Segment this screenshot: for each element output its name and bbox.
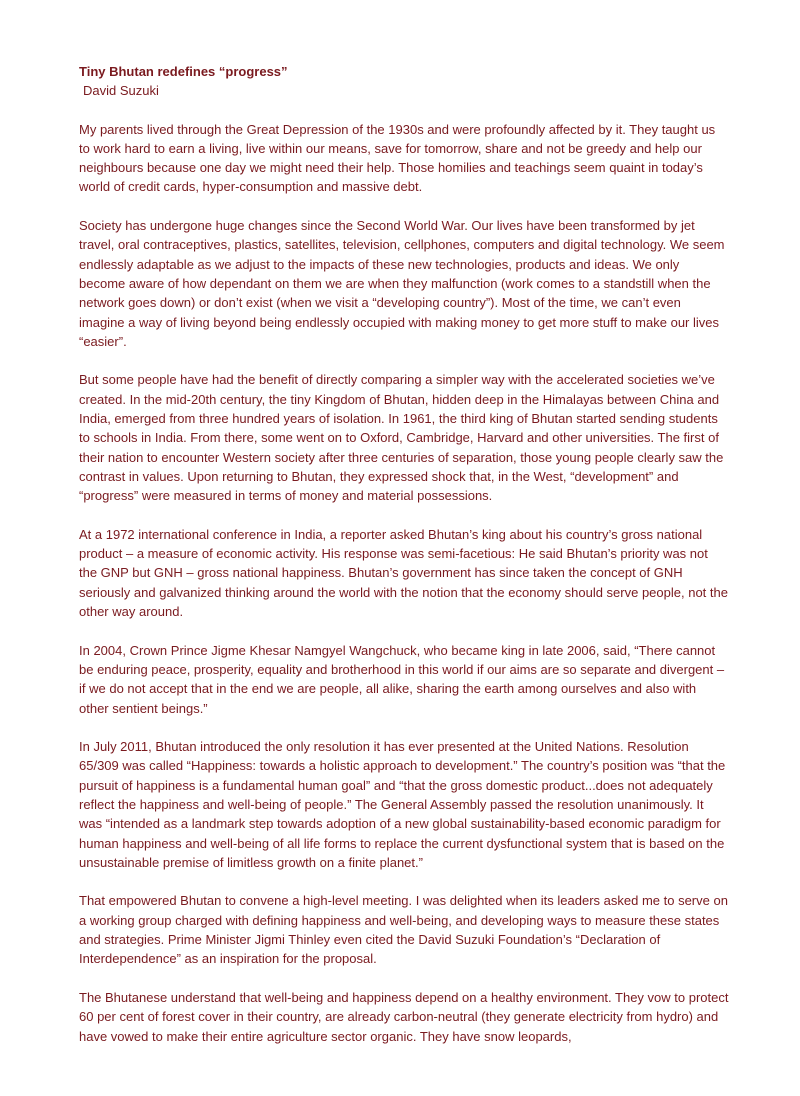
- paragraph-7: That empowered Bhutan to convene a high-level meeting. I was delighted when its leaders asked me to serve on a working group charged with defining happiness and well-being, and developing ways to measure these states and strategies. Prime Minister Jigmi Thinley even cited the David Suzuki Foundation’s “Declaration of Interdependence” as an inspiration for the proposal.: [79, 893, 728, 967]
- paragraph-4: At a 1972 international conference in India, a reporter asked Bhutan’s king about his country’s gross national product – a measure of economic activity. His response was semi-facetious: He said Bhutan’s priority was not the GNP but GNH – gross national happiness. Bhutan’s government has since taken the concept of GNH seriously and galvanized thinking around the world with the notion that the economy should serve people, not the other way around.: [79, 526, 728, 620]
- paragraph-3: But some people have had the benefit of directly comparing a simpler way with the accelerated societies we’ve created. In the mid-20th century, the tiny Kingdom of Bhutan, hidden deep in the Himalayas between China and India, emerged from three hundred years of isolation. In 1961, the third king of Bhutan started sending students to schools in India. From there, some went on to Oxford, Cambridge, Harvard and other universities. The first of their nation to encounter Western society after three centuries of separation, those young people clearly saw the contrast in values. Upon returning to Bhutan, they expressed shock that, in the West, “development” and “progress” were measured in terms of money and material possessions.: [79, 372, 724, 504]
- paragraph-5: In 2004, Crown Prince Jigme Khesar Namgyel Wangchuck, who became king in late 2006, said, “There cannot be enduring peace, prosperity, equality and brotherhood in this world if our aims are so separate and divergent – if we do not accept that in the end we are people, all alike, sharing the earth among ourselves and also with other sentient beings.”: [79, 642, 725, 716]
- paragraph-8: The Bhutanese understand that well-being and happiness depend on a healthy environment. They vow to protect 60 per cent of forest cover in their country, are already carbon-neutral (they generate electricity from hydro) and have vowed to make their entire agriculture sector organic. They have snow leopards,: [79, 989, 729, 1044]
- paragraph-1: My parents lived through the Great Depression of the 1930s and were profoundly affected by it. They taught us to work hard to earn a living, live within our means, save for tomorrow, share and not be greedy and help our neighbours because one day we might need their help. Those homilies and teachings seem quaint in today’s world of credit cards, hyper-consumption and massive debt.: [79, 121, 716, 195]
- article-title: Tiny Bhutan redefines “progress”: [79, 64, 288, 79]
- article-author: David Suzuki: [83, 83, 159, 99]
- article: [79, 62, 729, 1065]
- paragraph-2: Society has undergone huge changes since the Second World War. Our lives have been transformed by jet travel, oral contraceptives, plastics, satellites, television, cellphones, computers and digital technology. We seem endlessly adaptable as we adjust to the impacts of these new technologies, products and ideas. We only become aware of how dependant on them we are when they malfunction (work comes to a standstill when the network goes down) or don’t exist (when we visit a “developing country”). Most of the time, we can’t even imagine a way of living beyond being endlessly occupied with making money to get more stuff to make our lives “easier”.: [79, 218, 725, 349]
- paragraph-6: In July 2011, Bhutan introduced the only resolution it has ever presented at the United Nations. Resolution 65/309 was called “Happiness: towards a holistic approach to development.” The country’s position was “that the pursuit of happiness is a fundamental human goal” and “that the gross domestic product...does not adequately reflect the happiness and well-being of people.” The General Assembly passed the resolution unanimously. It was “intended as a landmark step towards adoption of a new global sustainability-based economic paradigm for human happiness and well-being of all life forms to replace the current dysfunctional system that is based on the unsustainable premise of limitless growth on a finite planet.”: [79, 739, 726, 870]
